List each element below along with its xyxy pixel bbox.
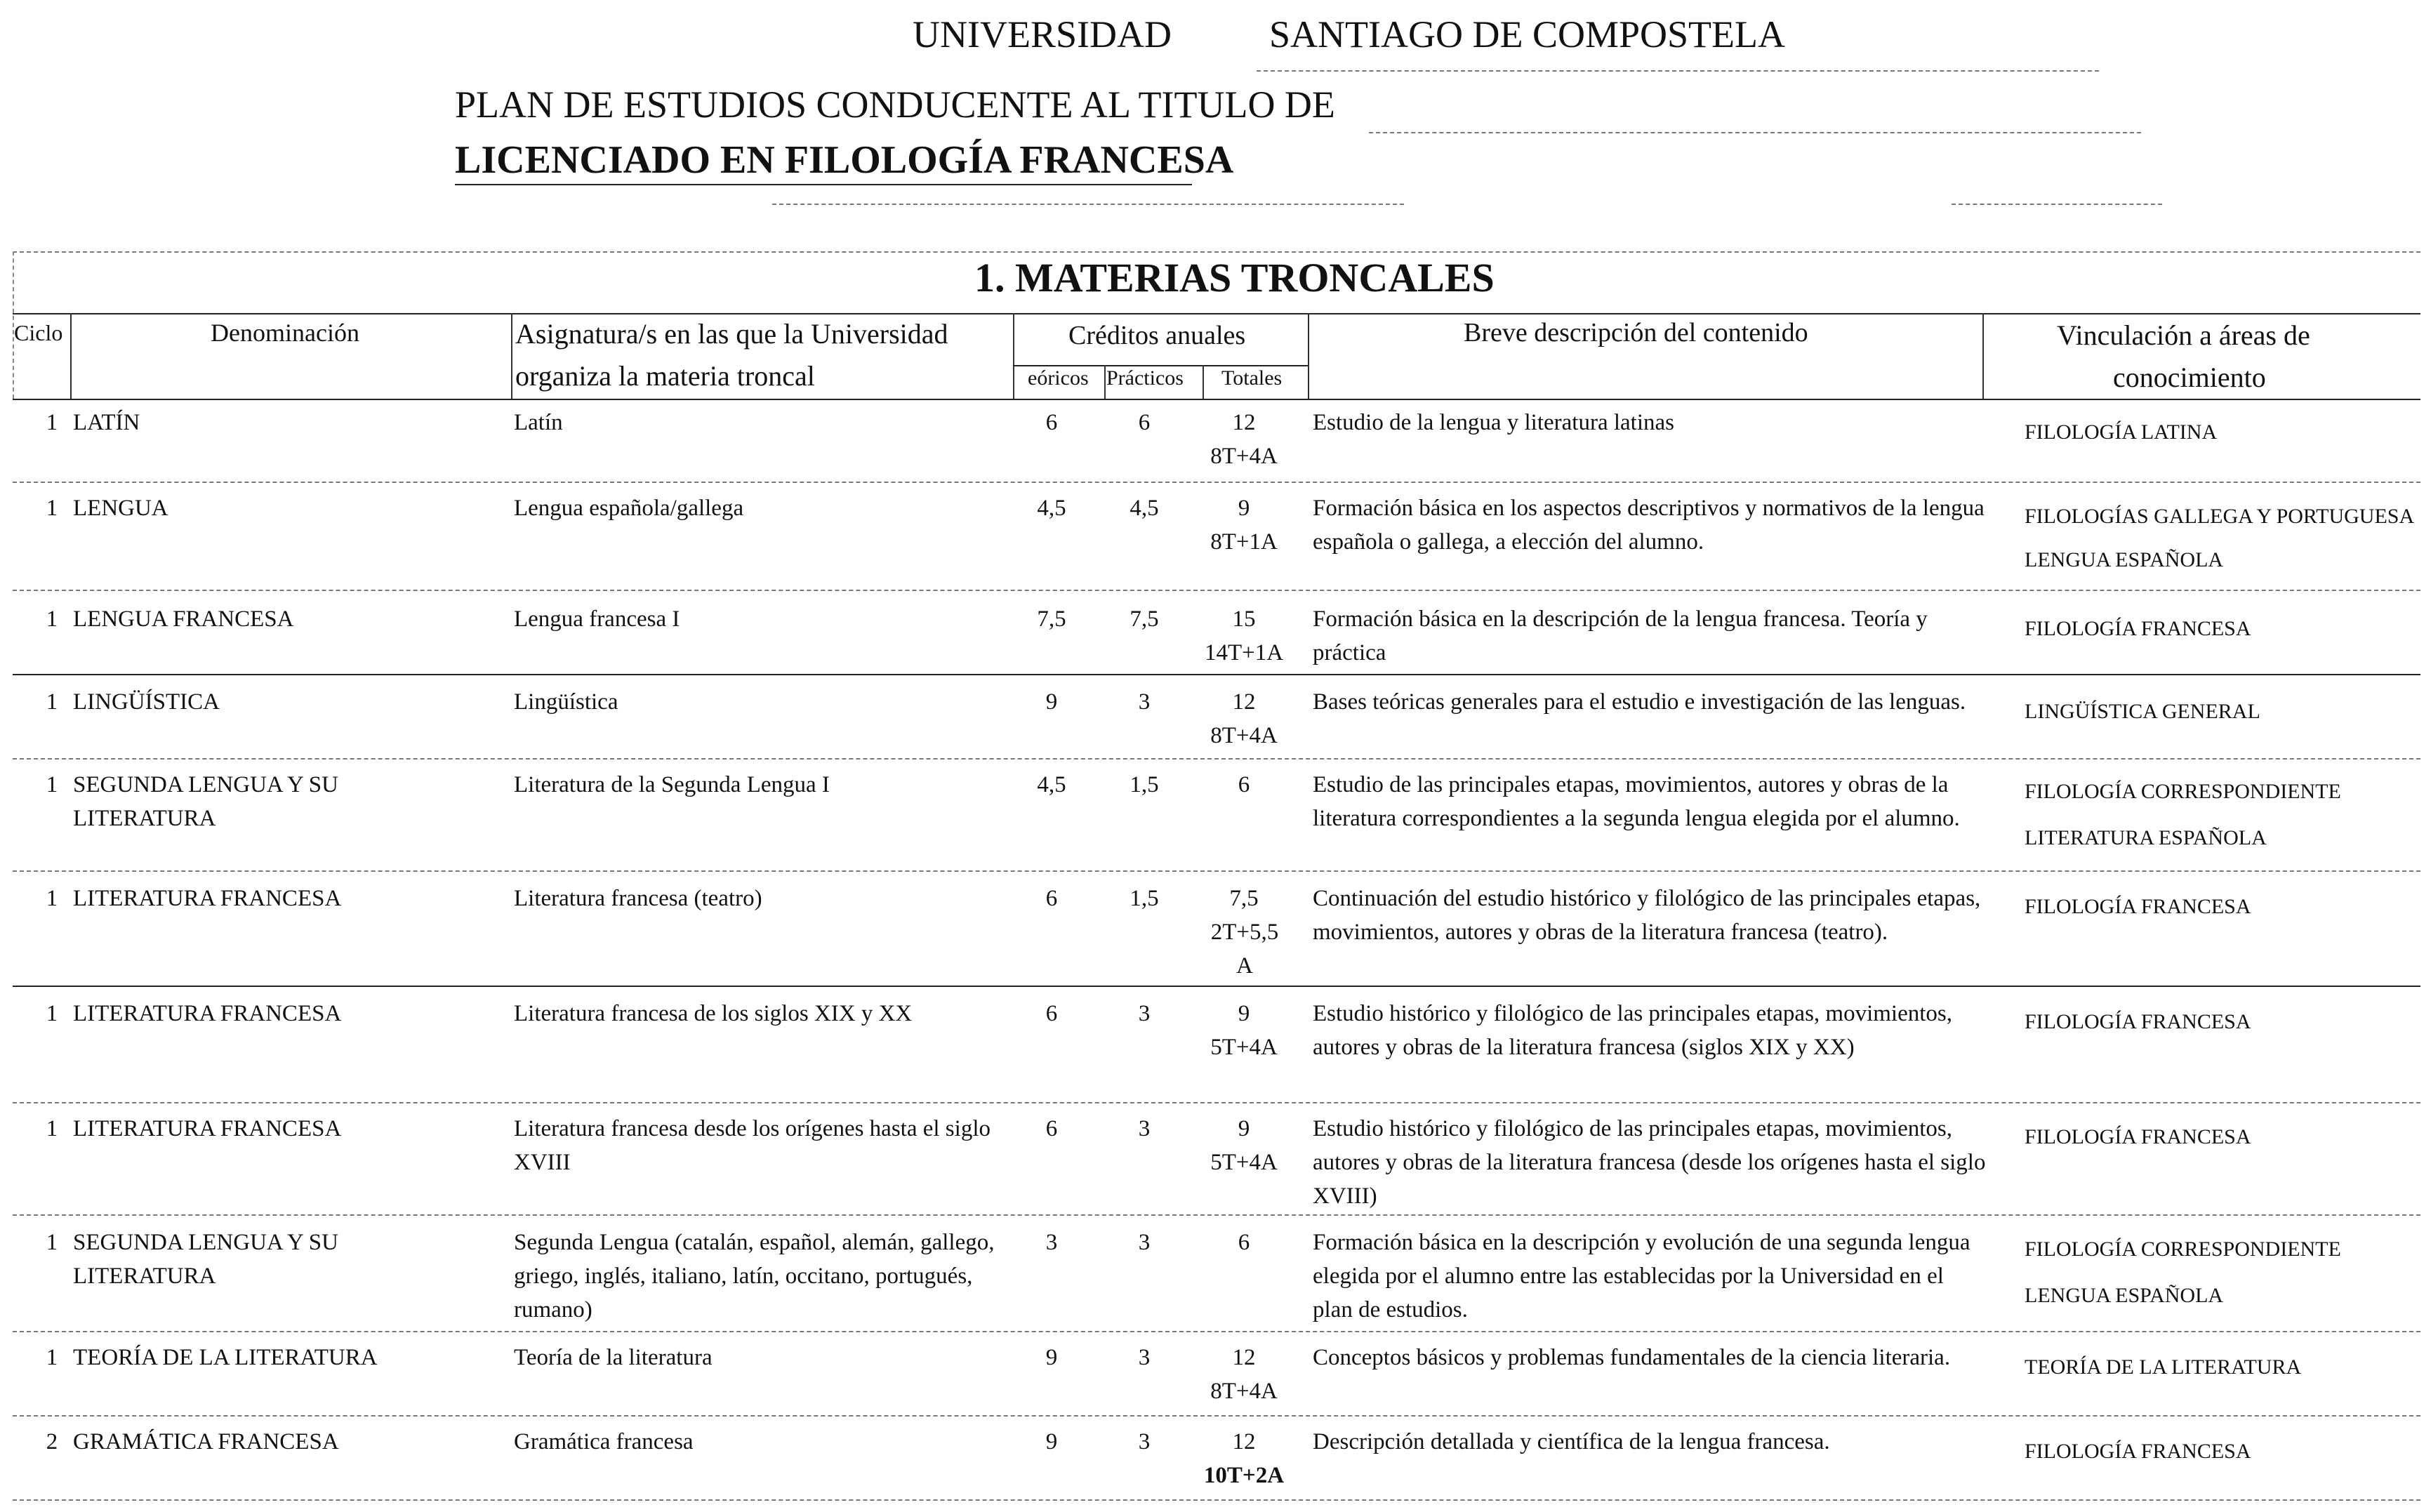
university-label: UNIVERSIDAD bbox=[913, 13, 1172, 55]
cell-totales-detail: 8T+1A bbox=[1210, 529, 1278, 555]
cell-area: FILOLOGÍAS GALLEGA Y PORTUGUESA bbox=[2025, 505, 2415, 528]
scan-dash bbox=[1952, 204, 2162, 205]
cell-denominacion: LENGUA FRANCESA bbox=[73, 606, 294, 632]
cell-area: FILOLOGÍA FRANCESA bbox=[2025, 1440, 2251, 1463]
col-header-totales: Totales bbox=[1221, 366, 1283, 390]
col-header-areas-line2: conocimiento bbox=[2113, 362, 2266, 393]
cell-totales-detail: 8T+4A bbox=[1210, 723, 1278, 748]
cell-denominacion: SEGUNDA LENGUA Y SU LITERATURA bbox=[73, 772, 338, 831]
row-separator bbox=[13, 758, 2420, 760]
sep-practicos bbox=[1203, 365, 1204, 399]
cell-area: TEORÍA DE LA LITERATURA bbox=[2025, 1355, 2302, 1379]
scan-dash bbox=[772, 204, 1404, 205]
sep-creditos bbox=[1308, 313, 1309, 399]
col-header-asignatura-line2: organiza la materia troncal bbox=[515, 360, 815, 392]
row-separator bbox=[13, 870, 2420, 872]
cell-area: FILOLOGÍA LATINA bbox=[2025, 420, 2218, 444]
col-header-asignatura-line1: Asignatura/s en las que la Universidad bbox=[515, 318, 948, 350]
cell-area: FILOLOGÍA CORRESPONDIENTE bbox=[2025, 780, 2341, 803]
cell-practicos: 3 bbox=[1138, 1001, 1151, 1026]
cell-practicos: 3 bbox=[1138, 1345, 1151, 1370]
cell-area: LENGUA ESPAÑOLA bbox=[2025, 548, 2224, 571]
cell-area: LINGÜÍSTICA GENERAL bbox=[2025, 700, 2260, 723]
cell-descripcion: Estudio histórico y filológico de las principales etapas, movimientos, autores y obras de la literatura francesa (desde los orígenes hasta el siglo XVIII) bbox=[1313, 1116, 1986, 1209]
cell-area: LITERATURA ESPAÑOLA bbox=[2025, 826, 2267, 849]
cell-teoricos: 6 bbox=[1045, 1116, 1058, 1141]
col-header-descripcion: Breve descripción del contenido bbox=[1464, 318, 1808, 347]
sep-descripcion bbox=[1982, 313, 1984, 399]
cell-descripcion: Formación básica en los aspectos descriptivos y normativos de la lengua española o gallega, a elección del alumno. bbox=[1313, 496, 1985, 555]
degree-title-underline bbox=[455, 184, 1192, 185]
cell-descripcion: Estudio de las principales etapas, movimientos, autores y obras de la literatura correspondientes a la segunda lengua elegida por el alumno. bbox=[1313, 772, 1960, 831]
sep-asignatura bbox=[1013, 313, 1014, 399]
cell-practicos: 1,5 bbox=[1130, 886, 1159, 911]
cell-ciclo: 1 bbox=[46, 1230, 58, 1255]
scan-dash bbox=[1369, 132, 2141, 133]
cell-totales: 9 bbox=[1238, 496, 1250, 521]
row-separator bbox=[13, 1102, 2420, 1103]
row-separator bbox=[13, 1499, 2420, 1501]
cell-practicos: 3 bbox=[1138, 1429, 1151, 1454]
cell-practicos: 7,5 bbox=[1130, 606, 1159, 632]
cell-denominacion: LINGÜÍSTICA bbox=[73, 689, 220, 715]
cell-denominacion: LENGUA bbox=[73, 496, 168, 521]
cell-descripcion: Estudio histórico y filológico de las principales etapas, movimientos, autores y obras de la literatura francesa (siglos XIX y XX) bbox=[1313, 1001, 1952, 1060]
cell-denominacion: TEORÍA DE LA LITERATURA bbox=[73, 1345, 378, 1370]
header-bottom-rule bbox=[13, 399, 2420, 400]
cell-asignatura: Lengua española/gallega bbox=[514, 496, 744, 521]
row-separator bbox=[13, 482, 2420, 483]
cell-totales: 9 bbox=[1238, 1116, 1250, 1141]
cell-asignatura: Literatura francesa (teatro) bbox=[514, 886, 762, 911]
cell-ciclo: 1 bbox=[46, 410, 58, 435]
cell-area: FILOLOGÍA FRANCESA bbox=[2025, 895, 2251, 918]
cell-asignatura: Segunda Lengua (catalán, español, alemán, gallego, griego, inglés, italiano, latín, occitano, portugués, rumano) bbox=[514, 1230, 995, 1322]
cell-teoricos: 9 bbox=[1045, 1345, 1058, 1370]
cell-teoricos: 6 bbox=[1045, 410, 1058, 435]
cell-totales-detail: 5T+4A bbox=[1210, 1150, 1278, 1175]
cell-asignatura: Literatura francesa de los siglos XIX y XX bbox=[514, 1001, 913, 1026]
row-separator bbox=[13, 1214, 2420, 1216]
row-separator bbox=[13, 1331, 2420, 1332]
cell-asignatura: Gramática francesa bbox=[514, 1429, 694, 1454]
cell-area: FILOLOGÍA CORRESPONDIENTE bbox=[2025, 1238, 2341, 1261]
cell-asignatura: Lingüística bbox=[514, 689, 618, 715]
cell-totales: 12 bbox=[1232, 1345, 1256, 1370]
cell-totales: 15 bbox=[1232, 606, 1256, 632]
cell-descripcion: Conceptos básicos y problemas fundamentales de la ciencia literaria. bbox=[1313, 1345, 1951, 1370]
col-header-denominacion: Denominación bbox=[211, 319, 359, 347]
row-separator bbox=[13, 1415, 2420, 1417]
cell-ciclo: 1 bbox=[46, 1116, 58, 1141]
col-header-areas-line1: Vinculación a áreas de bbox=[2057, 319, 2310, 351]
cell-practicos: 3 bbox=[1138, 1116, 1151, 1141]
col-header-ciclo: Ciclo bbox=[14, 320, 63, 345]
cell-denominacion: LATÍN bbox=[73, 410, 140, 435]
cell-totales-detail: 10T+2A bbox=[1203, 1463, 1285, 1488]
cell-teoricos: 9 bbox=[1045, 1429, 1058, 1454]
table-top-rule bbox=[13, 251, 2420, 253]
cell-teoricos: 7,5 bbox=[1037, 606, 1066, 632]
cell-totales: 6 bbox=[1238, 1230, 1250, 1255]
cell-ciclo: 1 bbox=[46, 496, 58, 521]
cell-totales: 6 bbox=[1238, 772, 1250, 797]
cell-denominacion: LITERATURA FRANCESA bbox=[73, 886, 342, 911]
sep-denominacion bbox=[511, 313, 512, 399]
row-separator bbox=[13, 986, 2420, 987]
cell-ciclo: 1 bbox=[46, 772, 58, 797]
cell-totales-detail: 8T+4A bbox=[1210, 444, 1278, 469]
cell-denominacion: LITERATURA FRANCESA bbox=[73, 1116, 342, 1141]
cell-descripcion: Estudio de la lengua y literatura latinas bbox=[1313, 410, 1674, 435]
cell-ciclo: 1 bbox=[46, 1345, 58, 1370]
cell-totales: 12 bbox=[1232, 689, 1256, 715]
cell-area: FILOLOGÍA FRANCESA bbox=[2025, 1125, 2251, 1148]
row-separator bbox=[13, 674, 2420, 675]
cell-teoricos: 6 bbox=[1045, 1001, 1058, 1026]
cell-totales-detail: 2T+5,5 A bbox=[1210, 920, 1279, 979]
cell-asignatura: Literatura de la Segunda Lengua I bbox=[514, 772, 830, 797]
cell-denominacion: LITERATURA FRANCESA bbox=[73, 1001, 342, 1026]
cell-asignatura: Lengua francesa I bbox=[514, 606, 680, 632]
cell-practicos: 6 bbox=[1138, 410, 1151, 435]
plan-line: PLAN DE ESTUDIOS CONDUCENTE AL TITULO DE bbox=[455, 84, 1335, 126]
university-name: SANTIAGO DE COMPOSTELA bbox=[1269, 13, 1786, 55]
cell-totales-detail: 14T+1A bbox=[1204, 640, 1284, 665]
cell-practicos: 4,5 bbox=[1130, 496, 1159, 521]
cell-asignatura: Latín bbox=[514, 410, 563, 435]
col-header-creditos: Créditos anuales bbox=[1068, 321, 1246, 350]
cell-ciclo: 2 bbox=[46, 1429, 58, 1454]
scan-dash bbox=[1257, 70, 2099, 72]
cell-ciclo: 1 bbox=[46, 1001, 58, 1026]
cell-practicos: 3 bbox=[1138, 689, 1151, 715]
cell-teoricos: 3 bbox=[1045, 1230, 1058, 1255]
cell-area: FILOLOGÍA FRANCESA bbox=[2025, 1010, 2251, 1033]
cell-teoricos: 9 bbox=[1045, 689, 1058, 715]
cell-totales-detail: 8T+4A bbox=[1210, 1379, 1278, 1404]
cell-asignatura: Literatura francesa desde los orígenes hasta el siglo XVIII bbox=[514, 1116, 991, 1175]
cell-area: LENGUA ESPAÑOLA bbox=[2025, 1284, 2224, 1307]
cell-denominacion: GRAMÁTICA FRANCESA bbox=[73, 1429, 339, 1454]
cell-denominacion: SEGUNDA LENGUA Y SU LITERATURA bbox=[73, 1230, 338, 1289]
cell-teoricos: 4,5 bbox=[1037, 496, 1066, 521]
col-header-practicos: Prácticos bbox=[1106, 366, 1184, 390]
section-title: 1. MATERIAS TRONCALES bbox=[974, 255, 1495, 300]
cell-descripcion: Descripción detallada y científica de la lengua francesa. bbox=[1313, 1429, 1830, 1454]
cell-asignatura: Teoría de la literatura bbox=[514, 1345, 713, 1370]
row-separator bbox=[13, 590, 2420, 591]
col-header-teoricos: eóricos bbox=[1028, 366, 1089, 390]
cell-totales: 12 bbox=[1232, 410, 1256, 435]
cell-totales: 7,5 bbox=[1229, 886, 1259, 911]
degree-title: LICENCIADO EN FILOLOGÍA FRANCESA bbox=[455, 138, 1234, 182]
cell-practicos: 3 bbox=[1138, 1230, 1151, 1255]
cell-totales-detail: 5T+4A bbox=[1210, 1035, 1278, 1060]
cell-practicos: 1,5 bbox=[1130, 772, 1159, 797]
cell-ciclo: 1 bbox=[46, 886, 58, 911]
cell-teoricos: 6 bbox=[1045, 886, 1058, 911]
cell-teoricos: 4,5 bbox=[1037, 772, 1066, 797]
cell-descripcion: Continuación del estudio histórico y filológico de las principales etapas, movimientos, autores y obras de la literatura francesa (teatro). bbox=[1313, 886, 1981, 945]
cell-totales: 12 bbox=[1232, 1429, 1256, 1454]
cell-ciclo: 1 bbox=[46, 689, 58, 715]
cell-ciclo: 1 bbox=[46, 606, 58, 632]
cell-descripcion: Formación básica en la descripción y evolución de una segunda lengua elegida por el alumno entre las establecidas por la Universidad en el plan de estudios. bbox=[1313, 1230, 1970, 1322]
cell-descripcion: Formación básica en la descripción de la lengua francesa. Teoría y práctica bbox=[1313, 606, 1928, 665]
cell-area: FILOLOGÍA FRANCESA bbox=[2025, 617, 2251, 640]
sep-teoricos bbox=[1104, 365, 1106, 399]
cell-totales: 9 bbox=[1238, 1001, 1250, 1026]
sep-ciclo bbox=[70, 313, 72, 399]
cell-descripcion: Bases teóricas generales para el estudio e investigación de las lenguas. bbox=[1313, 689, 1966, 715]
